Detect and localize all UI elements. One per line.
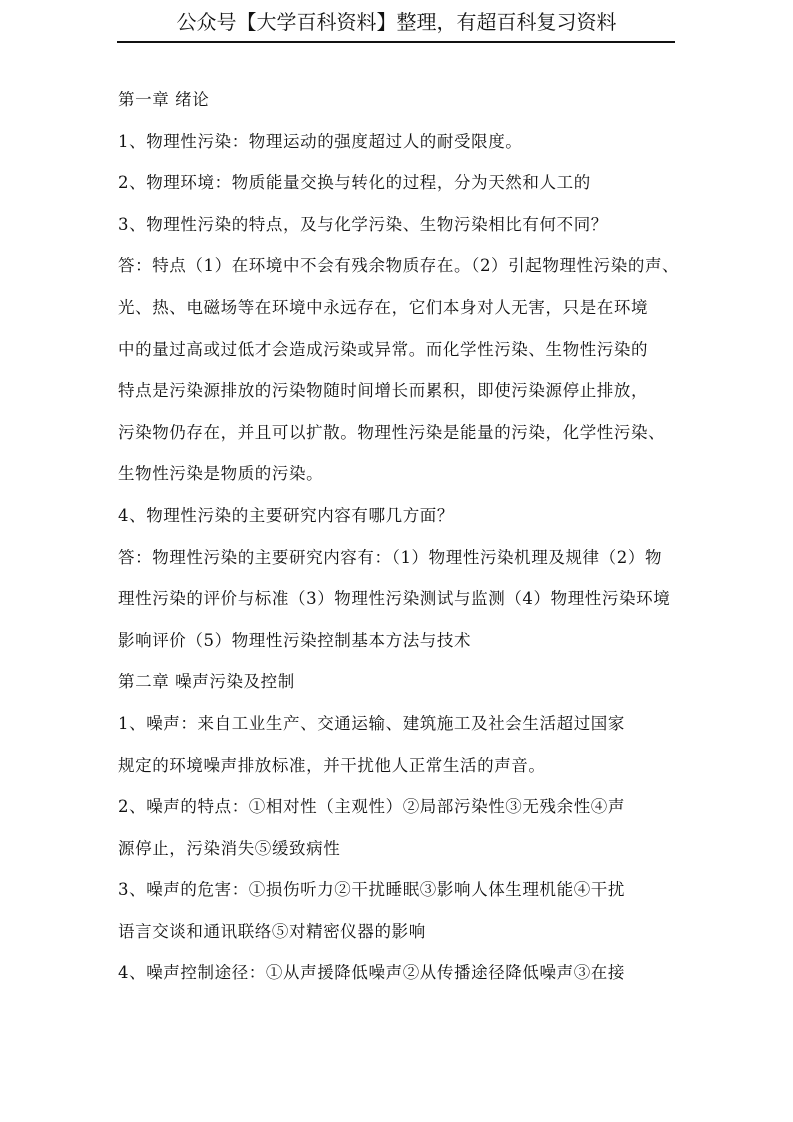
text-line: 1、噪声：来自工业生产、交通运输、建筑施工及社会生活超过国家 xyxy=(118,713,625,733)
page-header: 公众号【大学百科资料】整理，有超百科复习资料 xyxy=(176,10,617,34)
text-line: 规定的环境噪声排放标准，并干扰他人正常生活的声音。 xyxy=(118,755,546,775)
header-rule xyxy=(117,41,675,43)
text-line: 4、噪声控制途径：①从声援降低噪声②从传播途径降低噪声③在接 xyxy=(118,963,625,983)
document-body xyxy=(118,84,738,999)
text-line: 语言交谈和通讯联络⑤对精密仪器的影响 xyxy=(118,921,426,941)
text-line: 影响评价（5）物理性污染控制基本方法与技术 xyxy=(118,630,472,650)
text-line: 中的量过高或过低才会造成污染或异常。而化学性污染、生物性污染的 xyxy=(118,339,649,359)
text-line: 2、噪声的特点：①相对性（主观性）②局部污染性③无残余性④声 xyxy=(118,797,625,817)
text-line: 理性污染的评价与标准（3）物理性污染测试与监测（4）物理性污染环境 xyxy=(118,589,671,609)
text-line: 光、热、电磁场等在环境中永远存在，它们本身对人无害，只是在环境 xyxy=(118,297,649,317)
text-line: 3、噪声的危害：①损伤听力②干扰睡眠③影响人体生理机能④干扰 xyxy=(118,880,625,900)
text-line: 答：特点（1）在环境中不会有残余物质存在。（2）引起物理性污染的声、 xyxy=(118,256,680,276)
text-line: 源停止，污染消失⑤缓致病性 xyxy=(118,838,341,858)
text-line: 4、物理性污染的主要研究内容有哪几方面？ xyxy=(118,505,454,525)
text-line: 污染物仍存在，并且可以扩散。物理性污染是能量的污染，化学性污染、 xyxy=(118,422,666,442)
text-line: 第一章 绪论 xyxy=(118,90,210,109)
text-line: 生物性污染是物质的污染。 xyxy=(118,464,324,484)
text-line: 答：物理性污染的主要研究内容有：（1）物理性污染机理及规律（2）物 xyxy=(118,547,663,567)
text-line: 2、物理环境：物质能量交换与转化的过程，分为天然和人工的 xyxy=(118,173,591,193)
text-line: 第二章 噪声污染及控制 xyxy=(118,672,295,692)
text-line: 3、物理性污染的特点，及与化学污染、生物污染相比有何不同？ xyxy=(118,214,608,234)
text-line: 特点是污染源排放的污染物随时间增长而累积，即使污染源停止排放， xyxy=(118,381,649,401)
text-line: 1、物理性污染：物理运动的强度超过人的耐受限度。 xyxy=(118,131,523,151)
